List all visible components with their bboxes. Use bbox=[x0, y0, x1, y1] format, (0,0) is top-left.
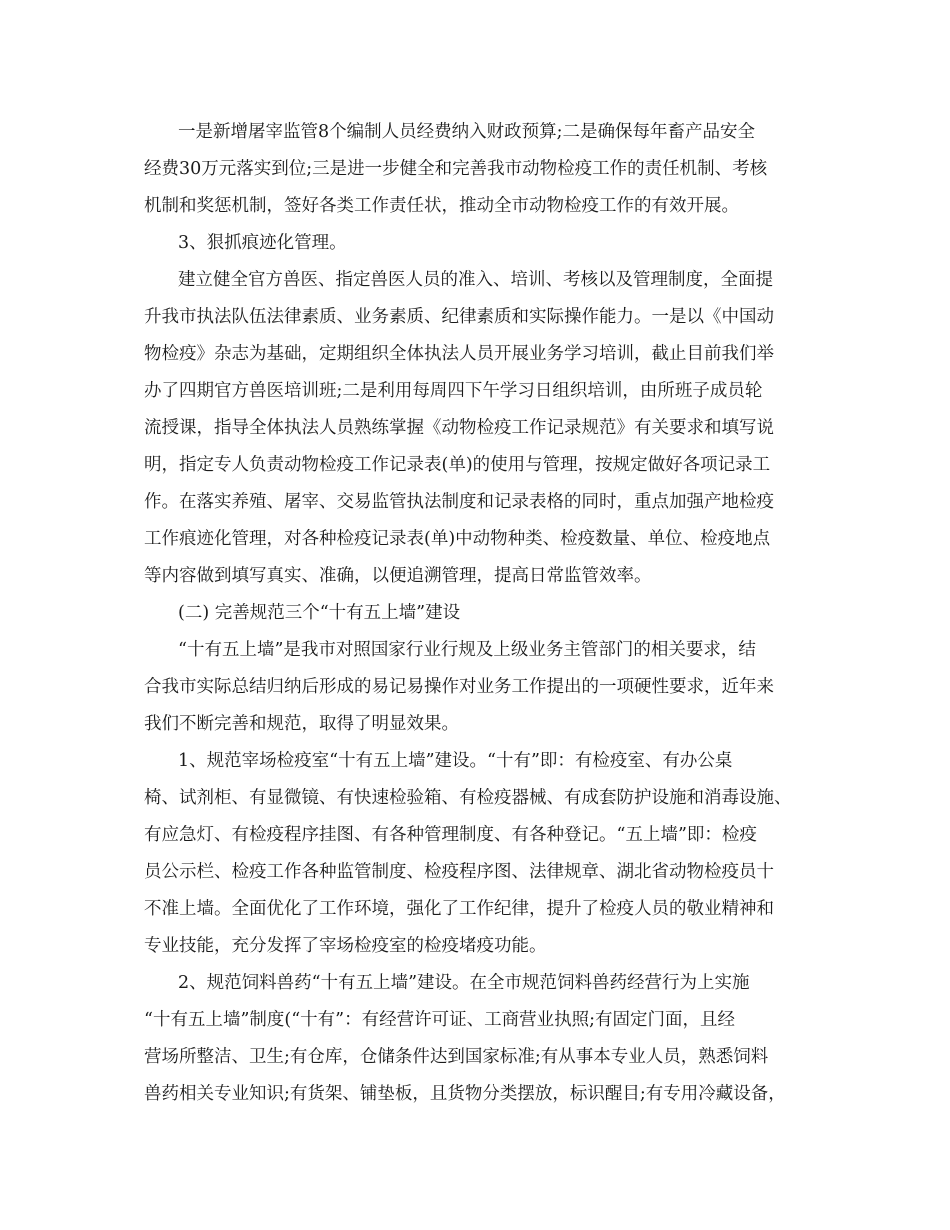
paragraph-line: 我们不断完善和规范，取得了明显效果。 bbox=[144, 714, 459, 734]
paragraph-line: 有应急灯、有检疫程序挂图、有各种管理制度、有各种登记。“五上墙”即：检疫 bbox=[144, 825, 757, 845]
paragraph-line: “十有五上墙”是我市对照国家行业行规及上级业务主管部门的相关要求，结 bbox=[178, 640, 756, 660]
paragraph-line: 流授课，指导全体执法人员熟练掌握《动物检疫工作记录规范》有关要求和填写说 bbox=[144, 418, 774, 438]
section-heading: (二) 完善规范三个“十有五上墙”建设 bbox=[178, 603, 461, 623]
paragraph-line: 升我市执法队伍法律素质、业务素质、纪律素质和实际操作能力。一是以《中国动 bbox=[144, 307, 774, 327]
paragraph-line: 明，指定专人负责动物检疫工作记录表(单)的使用与管理，按规定做好各项记录工 bbox=[144, 455, 771, 475]
paragraph-line: 机制和奖惩机制，签好各类工作责任状，推动全市动物检疫工作的有效开展。 bbox=[144, 196, 739, 216]
paragraph-line: 2、规范饲料兽药“十有五上墙”建设。在全市规范饲料兽药经营行为上实施 bbox=[178, 973, 750, 993]
paragraph-line: 等内容做到填写真实、准确，以便追溯管理，提高日常监管效率。 bbox=[144, 566, 652, 586]
paragraph-line: 营场所整洁、卫生;有仓库，仓储条件达到国家标准;有从事本专业人员，熟悉饲料 bbox=[144, 1047, 769, 1067]
section-heading: 3、狠抓痕迹化管理。 bbox=[178, 233, 347, 253]
paragraph-line: 员公示栏、检疫工作各种监管制度、检疫程序图、法律规章、湖北省动物检疫员十 bbox=[144, 862, 774, 882]
paragraph-line: 经费30万元落实到位;三是进一步健全和完善我市动物检疫工作的责任机制、考核 bbox=[144, 159, 768, 179]
paragraph-line: 工作痕迹化管理，对各种检疫记录表(单)中动物种类、检疫数量、单位、检疫地点 bbox=[144, 529, 771, 549]
paragraph-line: 作。在落实养殖、屠宰、交易监管执法制度和记录表格的同时，重点加强产地检疫 bbox=[144, 492, 774, 512]
paragraph-line: 兽药相关专业知识;有货架、铺垫板，且货物分类摆放，标识醒目;有专用冷藏设备， bbox=[144, 1084, 786, 1104]
paragraph-line: 专业技能，充分发挥了宰场检疫室的检疫堵疫功能。 bbox=[144, 936, 547, 956]
paragraph-line: 建立健全官方兽医、指定兽医人员的准入、培训、考核以及管理制度，全面提 bbox=[178, 270, 773, 290]
paragraph-line: 椅、试剂柜、有显微镜、有快速检验箱、有检疫器械、有成套防护设施和消毒设施、 bbox=[144, 788, 792, 808]
paragraph-line: 物检疫》杂志为基础，定期组织全体执法人员开展业务学习培训，截止目前我们举 bbox=[144, 344, 774, 364]
paragraph-line: 合我市实际总结归纳后形成的易记易操作对业务工作提出的一项硬性要求，近年来 bbox=[144, 677, 774, 697]
paragraph-line: “十有五上墙”制度(“十有”：有经营许可证、工商营业执照;有固定门面，且经 bbox=[144, 1010, 736, 1030]
paragraph-line: 一是新增屠宰监管8个编制人员经费纳入财政预算;二是确保每年畜产品安全 bbox=[178, 122, 756, 142]
paragraph-line: 办了四期官方兽医培训班;二是利用每周四下午学习日组织培训，由所班子成员轮 bbox=[144, 381, 763, 401]
paragraph-line: 1、规范宰场检疫室“十有五上墙”建设。“十有”即：有检疫室、有办公桌 bbox=[178, 751, 733, 771]
paragraph-line: 不准上墙。全面优化了工作环境，强化了工作纪律，提升了检疫人员的敬业精神和 bbox=[144, 899, 774, 919]
